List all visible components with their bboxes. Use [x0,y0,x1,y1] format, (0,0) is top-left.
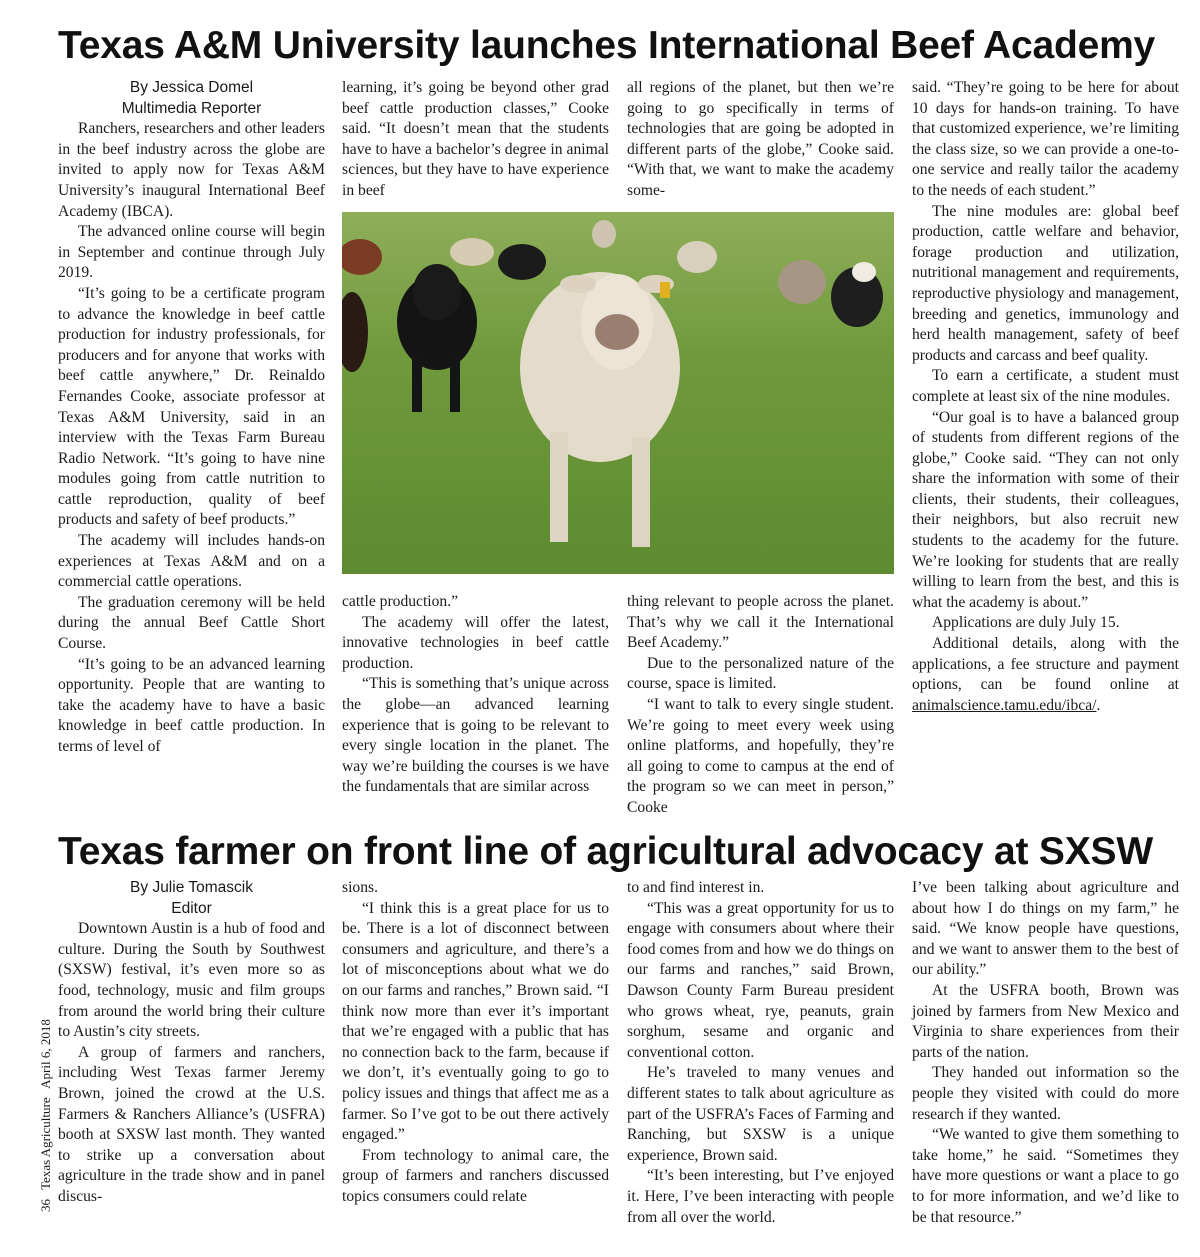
paragraph: At the USFRA booth, Brown was joined by farmers from New Mexico and Virginia to share experiences from their parts of the nation. [912,981,1179,1061]
paragraph: The academy will includes hands-on experiences at Texas A&M and on a commercial cattle operations. [58,532,325,591]
paragraph: The advanced online course will begin in September and continue through July 2019. [58,223,325,282]
paragraph: From technology to animal care, the group of farmers and ranchers discussed topics consumers could relate [342,1146,609,1205]
paragraph: Ranchers, researchers and other leaders in the beef industry across the globe are invited to apply now for Texas A&M University’s inaugural International Beef Academy (IBCA). [58,120,325,220]
cattle-photo [342,212,894,574]
paragraph: Applications are duly July 15. [932,614,1120,632]
paragraph: “It’s been interesting, but I’ve enjoyed it. Here, I’ve been interacting with people from all over the world. [627,1167,894,1226]
article-column-4 [912,878,1179,1228]
paragraph [912,634,1179,716]
publication-name: Texas Agriculture [38,1097,53,1190]
paragraph: “This was a great opportunity for us to engage with consumers about where their food comes from and how we do things on our farms and ranches,” said Brown, Dawson County Farm Bureau president who grows wheat, rye, peanuts, grain sorghum, sesame and organic and conventional cotton. [627,899,894,1061]
article-column-2-bottom [342,592,609,798]
byline [58,878,325,919]
paragraph: They handed out information so the people they visited with could do more research if they wanted. [912,1064,1179,1123]
paragraph: sions. [342,879,378,896]
paragraph-text: Additional details, along with the applications, a fee structure and payment options, can be found online at [912,635,1179,694]
article-column-3-bottom [627,592,894,819]
byline-title: Editor [171,899,212,917]
paragraph: Due to the personalized nature of the course, space is limited. [627,654,894,693]
paragraph: to and find interest in. [627,879,765,896]
paragraph: “It’s going to be an advanced learning opportunity. People that are wanting to take the academy have to have a basic knowledge in beef cattle production. In terms of level of [58,655,325,755]
article-column-1 [58,78,325,758]
paragraph: The graduation ceremony will be held during the annual Beef Cattle Short Course. [58,593,325,653]
article-headline: Texas farmer on front line of agricultural advocacy at SXSW [58,830,1153,873]
byline [58,78,325,119]
article-column-2-top [342,78,609,202]
paragraph: “We wanted to give them something to take home,” he said. “Sometimes they have more questions or want a place to go to for more information, and we’d like to be that resource.” [912,1126,1179,1226]
page-sidebar [38,912,54,1212]
page-number: 36 [38,1199,53,1212]
paragraph: Downtown Austin is a hub of food and culture. During the South by Southwest (SXSW) festival, it’s even more so as food, technology, music and film groups from around the world bring their culture to Austin’s city streets. [58,920,325,1041]
byline-name: By Jessica Domel [129,79,254,96]
paragraph: said. “They’re going to be here for about 10 days for hands-on training. To have that customized experience, we’re limiting the class size, so we can provide a one-to-one service and really tailor the academy to the needs of each student.” [912,79,1179,199]
paragraph: “I want to talk to every single student. We’re going to meet every week using online platforms, and hopefully, they’re all going to come to campus at the end of the program so we can meet in person,” Cooke [627,695,894,816]
article-headline: Texas A&M University launches International Beef Academy [58,24,1156,67]
article-column-3 [627,878,894,1228]
paragraph: He’s traveled to many venues and different states to talk about agriculture as part of the USFRA’s Faces of Farming and Ranching, but SXSW is a unique experience, Brown said. [627,1064,894,1164]
paragraph: “It’s going to be a certificate program to advance the knowledge in beef cattle production for industry professionals, for producers and for anyone that works with beef cattle anywhere,” Dr. Reinaldo Fernandes Cooke, associate professor at Texas A&M University, said in an interview with the Texas Farm Bureau Radio Network. “It’s going to have nine modules going from cattle nutrition to cattle reproduction, quality of beef products and safety of beef products.” [58,284,325,529]
link-period: . [1096,696,1101,714]
article-column-4 [912,78,1179,716]
paragraph: “I think this is a great place for us to be. There is a lot of disconnect between consumers and agriculture, and there’s a lot of misconceptions about what we do on our farms and ranches,” Brown said. “I think now more than ever it’s important that we’re engaged with a public that has no connection back to the farm, because if we don’t, it’s eventually going to go to policy issues and things that affect me as a farmer. So I’ve got to be out there actively engaged.” [342,899,609,1144]
byline-title: Multimedia Reporter [121,99,262,117]
paragraph: To earn a certificate, a student must complete at least six of the nine modules. [912,367,1179,405]
article-column-3-top [627,78,894,202]
paragraph: “Our goal is to have a balanced group of students from different regions of the globe,” Cooke said. “They can not only share the information with some of their clients, their students, their colleagues, their neighbors, but also recruit new students to the academy for the future. We’re looking for students that are really willing to learn from the best, and this is what the academy is about.” [912,408,1179,611]
article-column-2 [342,878,609,1208]
paragraph: A group of farmers and ranchers, including West Texas farmer Jeremy Brown, joined the crowd at the U.S. Farmers & Ranchers Alliance’s (USFRA) booth at SXSW last month. They wanted to strike up a conversation about agriculture in the trade show and in panel discus- [58,1043,325,1205]
issue-date: April 6, 2018 [38,1019,53,1089]
paragraph: The nine modules are: global beef production, cattle welfare and behavior, forage production and utilization, nutritional management and requirements, reproductive physiology and management, breeding and genetics, immunology and herd health management, safety of beef products and carcass and beef quality. [912,202,1179,364]
paragraph: “This is something that’s unique across the globe—an advanced learning experience that is going to be relevant to every single location in the planet. The way we’re building the courses is we have the fundamentals that are similar across [342,675,609,796]
paragraph: learning, it’s going be beyond other grad beef cattle production classes,” Cooke said. “It doesn’t mean that the students have to have a bachelor’s degree in animal sciences, but they have to have experience in beef [342,79,609,199]
paragraph: all regions of the planet, but then we’re going to go specifically in terms of technologies that are going be adopted in different parts of the globe,” Cooke said. “With that, we want to make the academy some- [627,79,894,199]
paragraph: thing relevant to people across the planet. That’s why we call it the International Beef Academy.” [627,593,894,652]
byline-name: By Julie Tomascik [130,879,253,896]
paragraph: cattle production.” [342,593,459,610]
academy-link[interactable]: animalscience.tamu.edu/ibca/ [912,696,1097,714]
paragraph: I’ve been talking about agriculture and about how I do things on my farm,” he said. “We know people have questions, and we want to answer them to the best of our ability.” [912,879,1179,979]
paragraph: The academy will offer the latest, innovative technologies in beef cattle production. [342,613,609,672]
article-column-1 [58,878,325,1208]
cattle-photo-image [342,212,894,574]
